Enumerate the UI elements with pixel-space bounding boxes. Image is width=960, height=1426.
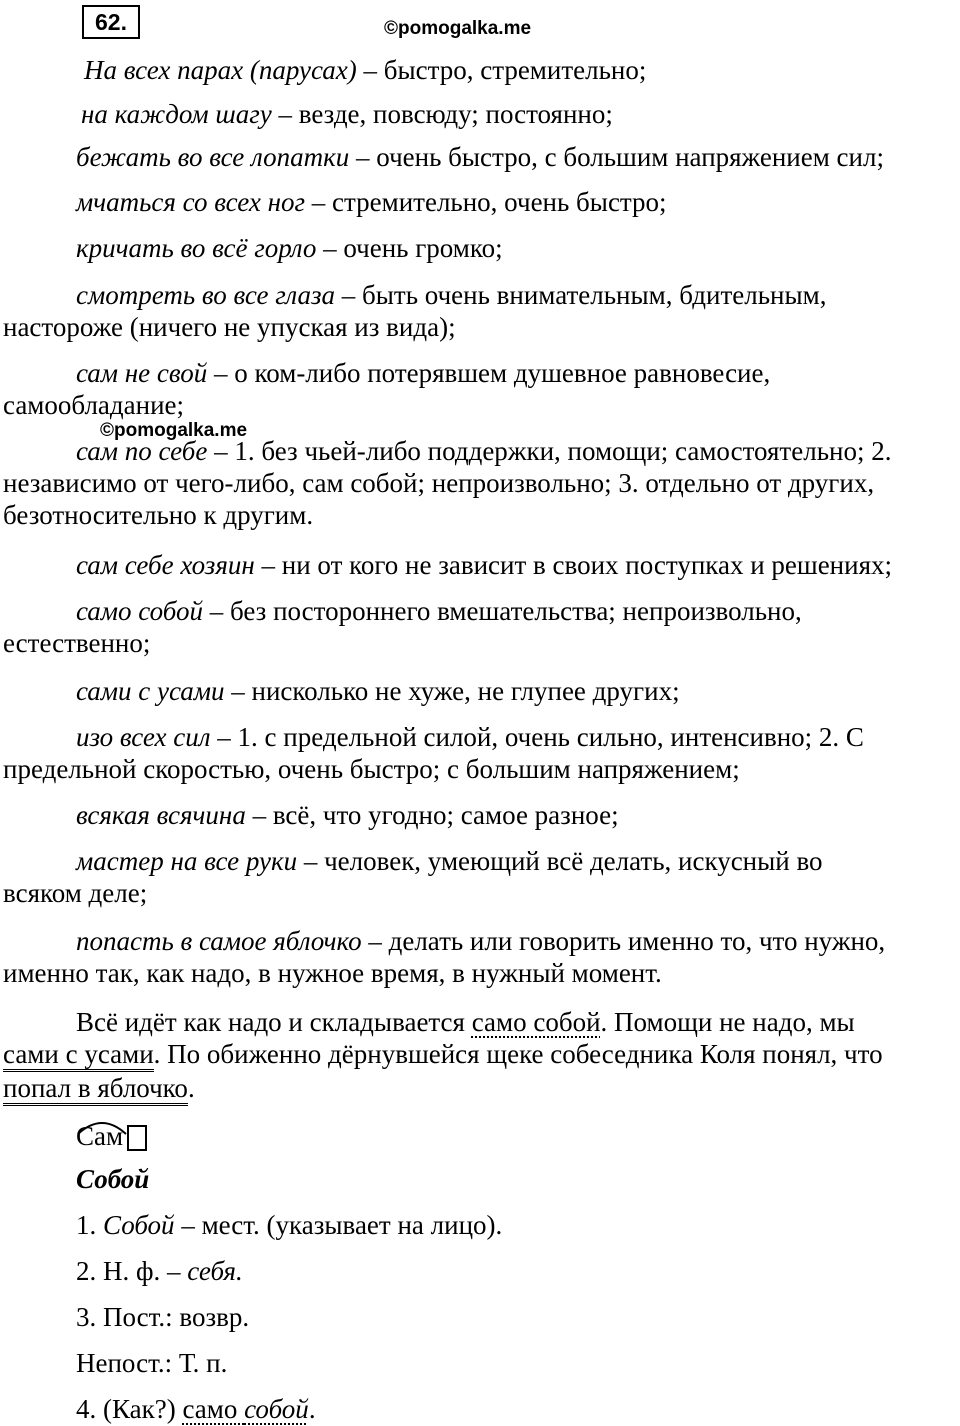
underlined-phrase: сами с усами bbox=[3, 1039, 154, 1072]
phrase-entry bbox=[76, 799, 619, 831]
definition-continuation: самообладание; bbox=[3, 390, 185, 420]
definition-continuation: естественно; bbox=[3, 628, 151, 658]
phrase-entry bbox=[76, 549, 892, 581]
definition-continuation: всяком деле; bbox=[3, 878, 148, 908]
definition-continuation: настороже (ничего не упуская из вида); bbox=[3, 312, 456, 342]
task-number: 62. bbox=[82, 5, 140, 39]
phrase-entry bbox=[76, 721, 864, 753]
definition: – ни от кого не зависит в своих поступках и решениях; bbox=[254, 550, 892, 580]
phrase: изо всех сил bbox=[76, 722, 211, 752]
phrase-entry bbox=[76, 845, 823, 877]
phrase: на каждом шагу bbox=[81, 99, 272, 129]
definition: – везде, повсюду; постоянно; bbox=[271, 99, 613, 129]
definition: – нисколько не хуже, не глупее других; bbox=[224, 676, 680, 706]
phrase: смотреть во все глаза bbox=[76, 280, 336, 310]
phrase-entry bbox=[81, 98, 613, 130]
definition: – делать или говорить именно то, что нужно, bbox=[361, 926, 886, 956]
root-word: Сам bbox=[76, 1121, 124, 1151]
definition-continuation: независимо от чего-либо, сам собой; непроизвольно; 3. отдельно от других, bbox=[3, 468, 875, 498]
morph-point: 4. (Как?) само собой. bbox=[76, 1394, 316, 1424]
morph-point: 2. Н. ф. – себя. bbox=[76, 1256, 243, 1286]
definition: – стремительно, очень быстро; bbox=[305, 187, 667, 217]
phrase-entry bbox=[76, 675, 680, 707]
phrase: сам не свой bbox=[76, 358, 208, 388]
phrase-entry bbox=[76, 595, 802, 627]
morph-title: Собой bbox=[76, 1164, 150, 1194]
watermark: ©pomogalka.me bbox=[384, 18, 532, 39]
definition-continuation: именно так, как надо, в нужное время, в нужный момент. bbox=[3, 958, 662, 988]
morph-point: Непост.: Т. п. bbox=[76, 1348, 228, 1378]
definition: – 1. с предельной силой, очень сильно, интенсивно; 2. С bbox=[210, 722, 864, 752]
phrase: сам себе хозяин bbox=[76, 550, 255, 580]
definition: – быть очень внимательным, бдительным, bbox=[335, 280, 827, 310]
phrase: бежать во все лопатки bbox=[76, 142, 350, 172]
phrase-entry bbox=[76, 141, 884, 173]
phrase: попасть в самое яблочко bbox=[76, 926, 362, 956]
phrase-entry bbox=[76, 279, 826, 311]
example-sentence: сами с усами. По обиженно дёрнувшейся щеке собеседника Коля понял, что bbox=[3, 1038, 883, 1070]
phrase: само собой bbox=[76, 596, 203, 626]
phrase-entry bbox=[76, 232, 503, 264]
underlined-phrase: само собой bbox=[471, 1007, 601, 1037]
definition: – 1. без чьей-либо поддержки, помощи; самостоятельно; 2. bbox=[207, 436, 892, 466]
definition-continuation: предельной скоростью, очень быстро; с большим напряжением; bbox=[3, 754, 740, 784]
word-structure bbox=[76, 1116, 196, 1156]
morph-point: 1. Собой – мест. (указывает на лицо). bbox=[76, 1210, 503, 1240]
phrase: всякая всячина bbox=[76, 800, 246, 830]
definition: – о ком-либо потерявшем душевное равновесие, bbox=[207, 358, 771, 388]
definition: – очень быстро, с большим напряжением сил; bbox=[349, 142, 884, 172]
phrase-entry bbox=[76, 186, 667, 218]
phrase: мчаться со всех ног bbox=[76, 187, 306, 217]
definition: – быстро, стремительно; bbox=[356, 55, 647, 85]
phrase-entry bbox=[84, 54, 646, 86]
phrase: мастер на все руки bbox=[76, 846, 298, 876]
underlined-phrase: попал в яблочко bbox=[3, 1073, 188, 1106]
phrase: На всех парах (парусах) bbox=[84, 55, 357, 85]
morph-point: 3. Пост.: возвр. bbox=[76, 1302, 250, 1332]
example-sentence: попал в яблочко. bbox=[3, 1072, 195, 1104]
watermark: ©pomogalka.me bbox=[100, 420, 248, 441]
definition: – очень громко; bbox=[316, 233, 503, 263]
phrase: кричать во всё горло bbox=[76, 233, 317, 263]
phrase: сами с усами bbox=[76, 676, 225, 706]
definition: – человек, умеющий всё делать, искусный во bbox=[297, 846, 823, 876]
definition-continuation: безотносительно к другим. bbox=[3, 500, 314, 530]
example-sentence: Всё идёт как надо и складывается само собой. Помощи не надо, мы bbox=[76, 1007, 855, 1037]
phrase-entry bbox=[76, 357, 770, 389]
definition: – без постороннего вмешательства; непроизвольно, bbox=[202, 596, 802, 626]
phrase-entry bbox=[76, 925, 885, 957]
definition: – всё, что угодно; самое разное; bbox=[245, 800, 619, 830]
phrase: сам по себе bbox=[76, 436, 208, 466]
